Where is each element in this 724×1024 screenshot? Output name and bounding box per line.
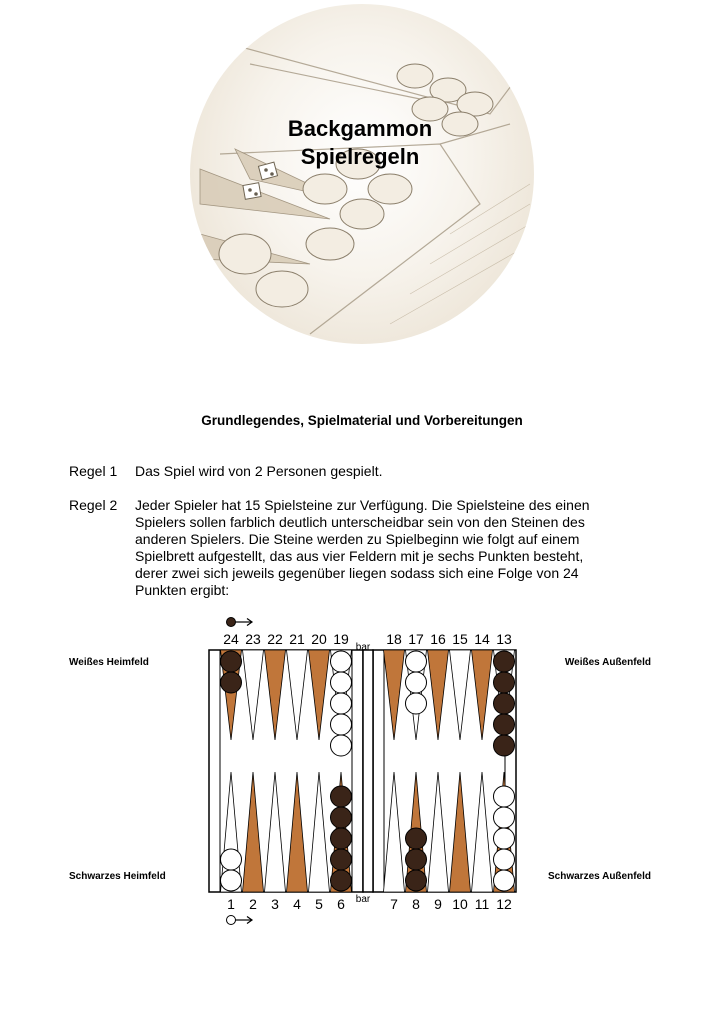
black-checker bbox=[494, 651, 515, 672]
black-checker bbox=[221, 651, 242, 672]
rule-1-text: Das Spiel wird von 2 Personen gespielt. bbox=[135, 463, 383, 479]
backgammon-board-photo bbox=[190, 4, 534, 344]
white-checker bbox=[331, 672, 352, 693]
point-number: 17 bbox=[408, 631, 424, 647]
point-number: 18 bbox=[386, 631, 402, 647]
rule-2-line: anderen Spielers. Die Steine werden zu Spielbeginn wie folgt auf einem bbox=[135, 531, 580, 547]
black-checker bbox=[331, 807, 352, 828]
bar-strip bbox=[363, 650, 373, 892]
white-checker bbox=[494, 807, 515, 828]
point-number: 4 bbox=[293, 896, 301, 912]
bar-label: bar bbox=[355, 894, 371, 905]
black-checker bbox=[494, 735, 515, 756]
title-line-1: Backgammon bbox=[287, 116, 433, 141]
white-checker bbox=[494, 849, 515, 870]
rule-2-line: Punkten ergibt: bbox=[135, 582, 230, 598]
point-number: 13 bbox=[496, 631, 512, 647]
white-checker bbox=[406, 693, 427, 714]
rule-2-label: Regel 2 bbox=[69, 497, 118, 513]
point-number: 12 bbox=[496, 896, 512, 912]
bar-label: bar bbox=[355, 642, 371, 653]
black-checker bbox=[406, 828, 427, 849]
point-number: 1 bbox=[227, 896, 235, 912]
point-number: 3 bbox=[271, 896, 279, 912]
black-checker bbox=[406, 849, 427, 870]
title-line-2: Spielregeln bbox=[300, 144, 420, 169]
rule-2-text bbox=[135, 497, 635, 599]
white-checker bbox=[406, 651, 427, 672]
rule-1-label: Regel 1 bbox=[69, 463, 118, 479]
point-number: 15 bbox=[452, 631, 468, 647]
white-checker bbox=[221, 849, 242, 870]
point-number: 20 bbox=[311, 631, 327, 647]
white-checker bbox=[331, 714, 352, 735]
white-checker bbox=[494, 870, 515, 891]
black-checker bbox=[221, 672, 242, 693]
black-checker bbox=[494, 714, 515, 735]
white-checker bbox=[406, 672, 427, 693]
white-checker bbox=[331, 651, 352, 672]
black-checker bbox=[331, 828, 352, 849]
black-checker bbox=[331, 786, 352, 807]
document-title bbox=[240, 115, 480, 171]
white-checker bbox=[331, 693, 352, 714]
section-heading: Grundlegendes, Spielmaterial und Vorbereitungen bbox=[201, 413, 523, 428]
white-checker bbox=[331, 735, 352, 756]
white-checker bbox=[221, 870, 242, 891]
point-number: 23 bbox=[245, 631, 261, 647]
point-number: 5 bbox=[315, 896, 323, 912]
point-number: 14 bbox=[474, 631, 490, 647]
point-number: 2 bbox=[249, 896, 257, 912]
rule-2-line: derer zwei sich jeweils gegenüber liegen sodass sich eine Folge von 24 bbox=[135, 565, 579, 581]
point-number: 19 bbox=[333, 631, 349, 647]
black-checker bbox=[494, 672, 515, 693]
black-checker bbox=[494, 693, 515, 714]
hero-image bbox=[190, 4, 534, 344]
point-number: 9 bbox=[434, 896, 442, 912]
black-outer-label: Schwarzes Außenfeld bbox=[548, 871, 651, 882]
white-direction-icon bbox=[227, 916, 253, 925]
point-number: 10 bbox=[452, 896, 468, 912]
rule-2-line: Spielbrett aufgestellt, das aus vier Feldern mit je sechs Punkten besteht, bbox=[135, 548, 584, 564]
black-checker bbox=[406, 870, 427, 891]
point-number: 22 bbox=[267, 631, 283, 647]
point-number: 24 bbox=[223, 631, 239, 647]
point-number: 7 bbox=[390, 896, 398, 912]
white-outer-label: Weißes Außenfeld bbox=[564, 657, 651, 668]
white-checker bbox=[494, 786, 515, 807]
point-number: 21 bbox=[289, 631, 305, 647]
black-direction-icon bbox=[227, 618, 253, 627]
rule-2-line: Jeder Spieler hat 15 Spielsteine zur Verfügung. Die Spielsteine des einen bbox=[135, 497, 590, 513]
point-number: 8 bbox=[412, 896, 420, 912]
white-checker bbox=[494, 828, 515, 849]
black-checker bbox=[331, 870, 352, 891]
point-number: 11 bbox=[474, 896, 490, 912]
white-home-label: Weißes Heimfeld bbox=[69, 657, 149, 668]
black-home-label: Schwarzes Heimfeld bbox=[69, 871, 166, 882]
rule-2-line: Spielers sollen farblich deutlich unterscheidbar sein von den Steinen des bbox=[135, 514, 585, 530]
point-number: 16 bbox=[430, 631, 446, 647]
backgammon-board-diagram bbox=[200, 612, 524, 930]
point-number: 6 bbox=[337, 896, 345, 912]
black-checker bbox=[331, 849, 352, 870]
